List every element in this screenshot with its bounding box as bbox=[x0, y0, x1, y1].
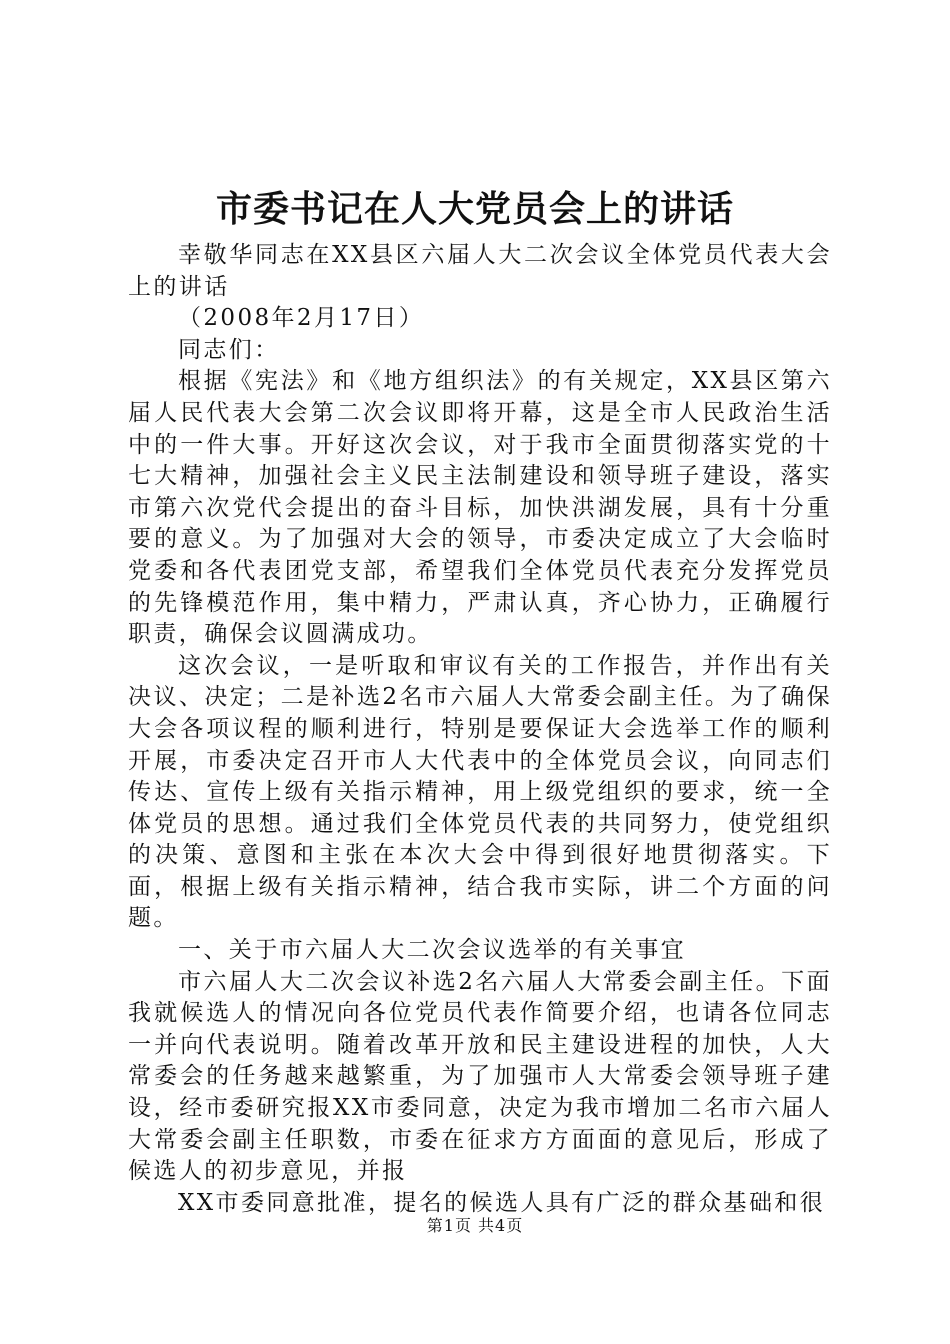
paragraph-agenda: 这次会议，一是听取和审议有关的工作报告，并作出有关决议、决定；二是补选2名市六届人大常委会副主任。为了确保大会各项议程的顺利进行，特别是要保证大会选举工作的顺利开展，市委决定召开市人大代表中的全体党员会议，向同志们传达、宣传上级有关指示精神，用上级党组织的要求，统一全体党员的思想。通过我们全体党员代表的共同努力，使党组织的决策、意图和主张在本次大会中得到很好地贯彻落实。下面，根据上级有关指示精神，结合我市实际，讲二个方面的问题。 bbox=[128, 652, 832, 932]
paragraph-intro: 根据《宪法》和《地方组织法》的有关规定，XX县区第六届人民代表大会第二次会议即将开幕，这是全市人民政治生活中的一件大事。开好这次会议，对于我市全面贯彻落实党的十七大精神，加强社会主义民主法制建设和领导班子建设，落实市第六次党代会提出的奋斗目标，加快洪湖发展，具有十分重要的意义。为了加强对大会的领导，市委决定成立了大会临时党委和各代表团党支部，希望我们全体党员代表充分发挥党员的先锋模范作用，集中精力，严肃认真，齐心协力，正确履行职责，确保会议圆满成功。 bbox=[128, 368, 832, 648]
document-title: 市委书记在人大党员会上的讲话 bbox=[215, 188, 734, 230]
speech-subtitle: 幸敬华同志在XX县区六届人大二次会议全体党员代表大会上的讲话 bbox=[128, 242, 832, 300]
document-body bbox=[128, 240, 832, 1219]
speech-date: （2008年2月17日） bbox=[178, 305, 425, 332]
paragraph-continuation: XX市委同意批准，提名的候选人具有广泛的群众基础和很 bbox=[178, 1189, 826, 1216]
salutation: 同志们： bbox=[178, 336, 280, 363]
paragraph-election: 市六届人大二次会议补选2名六届人大常委会副主任。下面我就候选人的情况向各位党员代表作简要介绍，也请各位同志一并向代表说明。随着改革开放和民主建设进程的加快，人大常委会的任务越来越繁重，为了加强市人大常委会领导班子建设，经市委研究报XX市委同意，决定为我市增加二名市六届人大常委会副主任职数，市委在征求方方面面的意见后，形成了候选人的初步意见，并报 bbox=[128, 968, 832, 1185]
section-heading-1: 一、关于市六届人大二次会议选举的有关事宜 bbox=[178, 937, 686, 964]
page-footer: 第1页 共4页 bbox=[426, 1216, 524, 1235]
